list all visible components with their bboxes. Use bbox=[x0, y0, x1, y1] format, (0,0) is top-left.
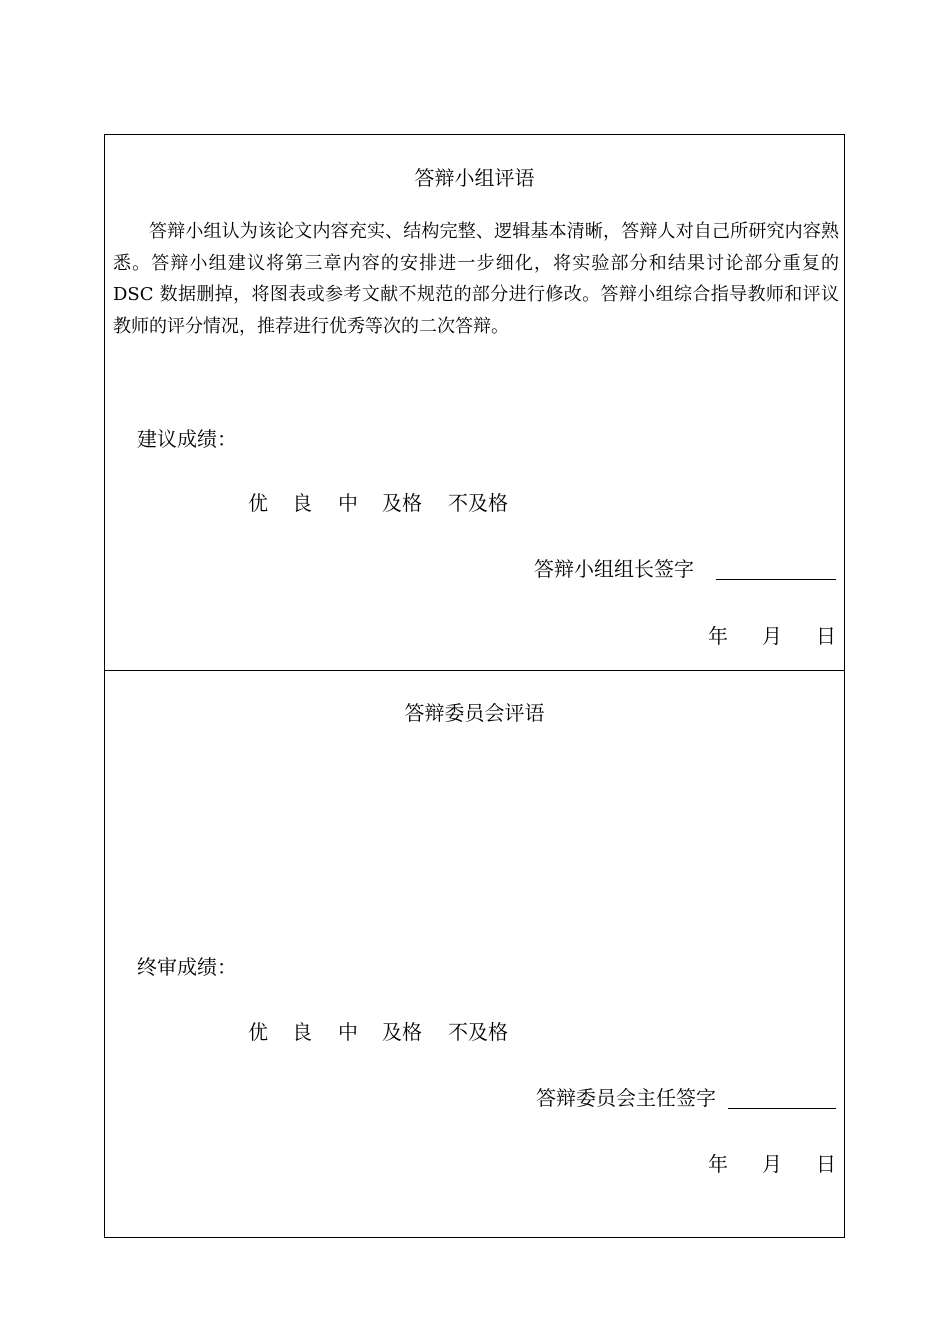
committee-chair-signature-label: 答辩委员会主任签字 bbox=[536, 1086, 716, 1110]
group-leader-signature-line[interactable] bbox=[716, 559, 836, 580]
group-comment-text: 答辩小组认为该论文内容充实、结构完整、逻辑基本清晰，答辩人对自己所研究内容熟悉。答辩小组建议将第三章内容的安排进一步细化，将实验部分和结果讨论部分重复的 DSC 数据删掉，将图表或参考文献不规范的部分进行修改。答辩小组综合指导教师和评议教师的评分情况，推荐进行优秀等次的二次答辩。 bbox=[113, 221, 839, 337]
final-grade-options bbox=[248, 1016, 508, 1045]
grade-option-medium[interactable]: 中 bbox=[338, 1020, 358, 1044]
grade-option-medium[interactable]: 中 bbox=[338, 491, 358, 515]
group-date-year: 年 bbox=[708, 624, 728, 648]
committee-comment-title: 答辩委员会评语 bbox=[404, 701, 545, 725]
grade-option-pass[interactable]: 及格 bbox=[382, 491, 422, 515]
group-leader-signature-label: 答辩小组组长签字 bbox=[534, 557, 694, 581]
grade-option-pass[interactable]: 及格 bbox=[382, 1020, 422, 1044]
committee-chair-signature bbox=[536, 1082, 836, 1111]
grade-option-fail[interactable]: 不及格 bbox=[448, 491, 508, 515]
committee-date-year: 年 bbox=[708, 1152, 728, 1176]
grade-option-good[interactable]: 良 bbox=[292, 1020, 312, 1044]
committee-date bbox=[708, 1148, 836, 1177]
grade-option-fail[interactable]: 不及格 bbox=[448, 1020, 508, 1044]
grade-option-excellent[interactable]: 优 bbox=[248, 491, 268, 515]
section-divider bbox=[105, 670, 844, 671]
group-comment-title: 答辩小组评语 bbox=[414, 166, 535, 190]
group-date-day: 日 bbox=[816, 624, 836, 648]
committee-chair-signature-line[interactable] bbox=[728, 1088, 836, 1109]
committee-date-day: 日 bbox=[816, 1152, 836, 1176]
grade-option-excellent[interactable]: 优 bbox=[248, 1020, 268, 1044]
final-grade-label: 终审成绩： bbox=[137, 955, 237, 979]
suggested-grade-label: 建议成绩： bbox=[137, 427, 237, 451]
defense-evaluation-form bbox=[104, 134, 845, 1238]
group-date bbox=[708, 620, 836, 649]
committee-date-month: 月 bbox=[762, 1152, 782, 1176]
group-date-month: 月 bbox=[762, 624, 782, 648]
group-leader-signature bbox=[534, 553, 836, 582]
suggested-grade-options bbox=[248, 487, 508, 516]
grade-option-good[interactable]: 良 bbox=[292, 491, 312, 515]
